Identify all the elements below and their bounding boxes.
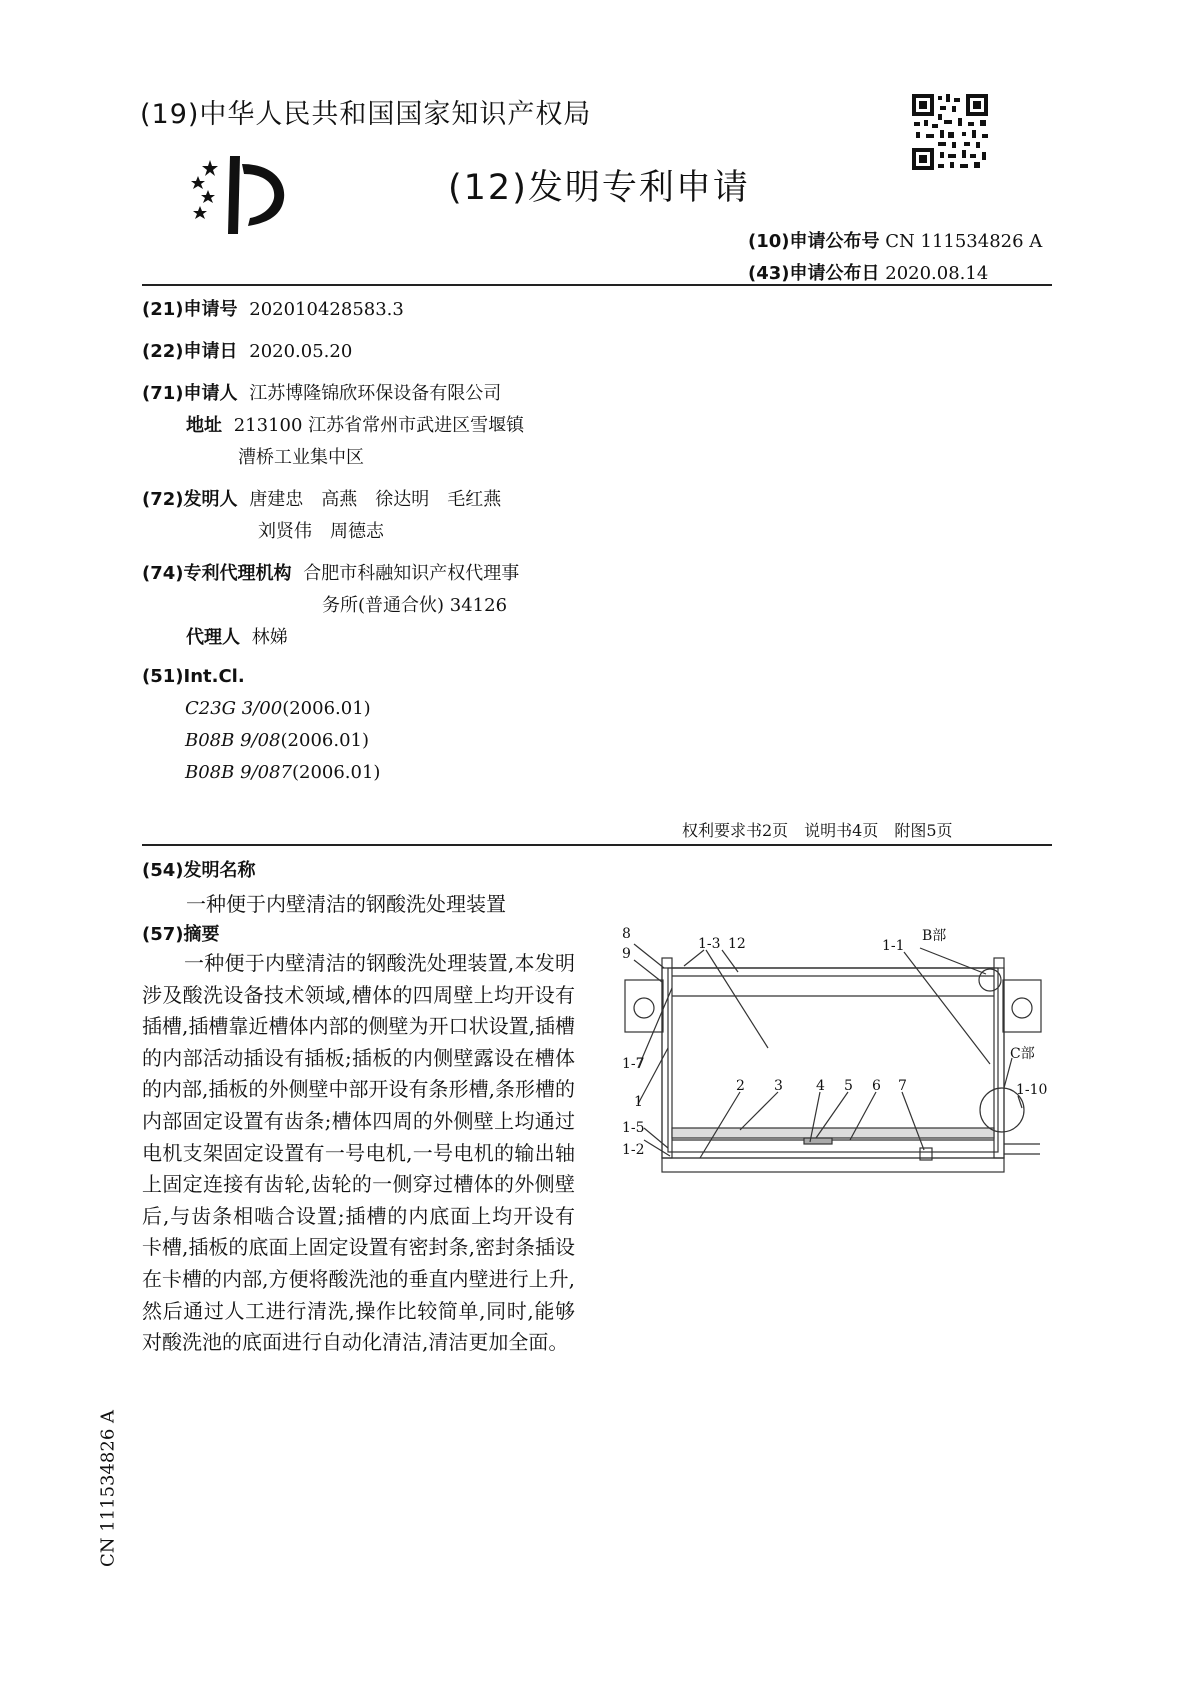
agency-row [142, 559, 519, 585]
ipc-version: (2006.01) [291, 762, 381, 783]
ipc-label: (51)Int.Cl. [142, 666, 245, 687]
agency-line-1: 合肥市科融知识产权代理事 [303, 563, 520, 584]
ipc-entry [185, 762, 380, 783]
fig-label-1-1: 1-1 [882, 938, 905, 954]
application-number: 202010428583.3 [249, 299, 404, 320]
fig-label-1-5: 1-5 [622, 1120, 645, 1136]
fig-label-1-2: 1-2 [622, 1142, 645, 1158]
page-counts: 权利要求书2页 说明书4页 附图5页 [682, 821, 953, 840]
publication-date-label: (43)申请公布日 [748, 263, 880, 284]
abstract-heading [142, 920, 220, 946]
abstract-label: (57)摘要 [142, 924, 220, 945]
cnipa-logo-icon [178, 150, 298, 240]
fig-label-9: 9 [622, 946, 631, 962]
ipc-heading [142, 666, 245, 687]
sidebar-publication-code: CN 111534826 A [97, 1409, 119, 1568]
application-date: 2020.05.20 [249, 341, 353, 362]
applicant-row [142, 379, 501, 405]
publication-date-row [748, 259, 988, 285]
fig-label-3: 3 [774, 1078, 783, 1094]
ipc-version: (2006.01) [280, 730, 369, 751]
inventors-row [142, 485, 501, 511]
fig-label-1-7: 1-7 [622, 1056, 645, 1072]
title-label: (54)发明名称 [142, 860, 256, 881]
application-number-row [142, 295, 404, 321]
office-name: (19)中华人民共和国国家知识产权局 [140, 99, 592, 130]
fig-label-c-part: C部 [1010, 1046, 1035, 1062]
publication-number: CN 111534826 A [885, 231, 1043, 252]
fig-label-1-10: 1-10 [1016, 1082, 1048, 1098]
agent-row [186, 623, 288, 649]
title-heading [142, 856, 256, 882]
fig-label-1-3: 1-3 [698, 936, 721, 952]
ipc-entry [185, 698, 371, 719]
fig-label-1: 1 [634, 1094, 643, 1110]
application-date-row [142, 337, 352, 363]
fig-label-4: 4 [816, 1078, 825, 1094]
address-line-1: 213100 江苏省常州市武进区雪堰镇 [233, 415, 525, 436]
agent-label: 代理人 [186, 627, 240, 648]
inventors-line-1: 唐建忠 高燕 徐达明 毛红燕 [249, 489, 502, 510]
fig-label-12: 12 [728, 936, 746, 952]
inventors-label: (72)发明人 [142, 489, 238, 510]
ipc-code: B08B 9/087 [185, 762, 292, 783]
agent-name: 林娣 [251, 627, 288, 648]
address-line-2: 漕桥工业集中区 [238, 447, 364, 468]
biblio-divider [142, 844, 1052, 846]
invention-title: 一种便于内壁清洁的钢酸洗处理装置 [186, 892, 506, 916]
fig-label-8: 8 [622, 926, 631, 942]
fig-label-5: 5 [844, 1078, 853, 1094]
ipc-code: B08B 9/08 [185, 730, 281, 751]
fig-label-6: 6 [872, 1078, 881, 1094]
application-number-label: (21)申请号 [142, 299, 238, 320]
ipc-code: C23G 3/00 [185, 698, 283, 719]
applicant-label: (71)申请人 [142, 383, 238, 404]
agency-line-2: 务所(普通合伙) 34126 [322, 595, 508, 616]
address-row [186, 411, 524, 437]
ipc-version: (2006.01) [282, 698, 371, 719]
publication-number-label: (10)申请公布号 [748, 231, 880, 252]
publication-number-row [748, 227, 1042, 253]
fig-label-2: 2 [736, 1078, 745, 1094]
application-date-label: (22)申请日 [142, 341, 238, 362]
address-label: 地址 [186, 415, 222, 436]
agency-label: (74)专利代理机构 [142, 563, 292, 584]
abstract-text: 一种便于内壁清洁的钢酸洗处理装置,本发明涉及酸洗设备技术领域,槽体的四周壁上均开设有插槽,插槽靠近槽体内部的侧壁为开口状设置,插槽的内部活动插设有插板;插板的内侧壁露设在槽体的内部,插板的外侧壁中部开设有条形槽,条形槽的内部固定设置有齿条;槽体四周的外侧壁上均通过电机支架固定设置有一号电机,一号电机的输出轴上固定连接有齿轮,齿轮的一侧穿过槽体的外侧壁后,与齿条相啮合设置;插槽的内底面上均开设有卡槽,插板的底面上固定设置有密封条,密封条插设在卡槽的内部,方便将酸洗池的垂直内壁进行上升,然后通过人工进行清洗,操作比较简单,同时,能够对酸洗池的底面进行自动化清洁,清洁更加全面。 [142, 951, 575, 1355]
applicant-name: 江苏博隆锦欣环保设备有限公司 [249, 383, 502, 404]
fig-label-7: 7 [898, 1078, 907, 1094]
publication-date: 2020.08.14 [885, 263, 989, 284]
qr-code-icon [910, 92, 990, 172]
ipc-entry [185, 730, 369, 751]
abstract-drawing [620, 918, 1048, 1178]
fig-label-b-part: B部 [922, 928, 947, 944]
document-type: (12)发明专利申请 [448, 168, 750, 208]
header-divider [142, 284, 1052, 286]
inventors-line-2: 刘贤伟 周德志 [258, 521, 384, 542]
